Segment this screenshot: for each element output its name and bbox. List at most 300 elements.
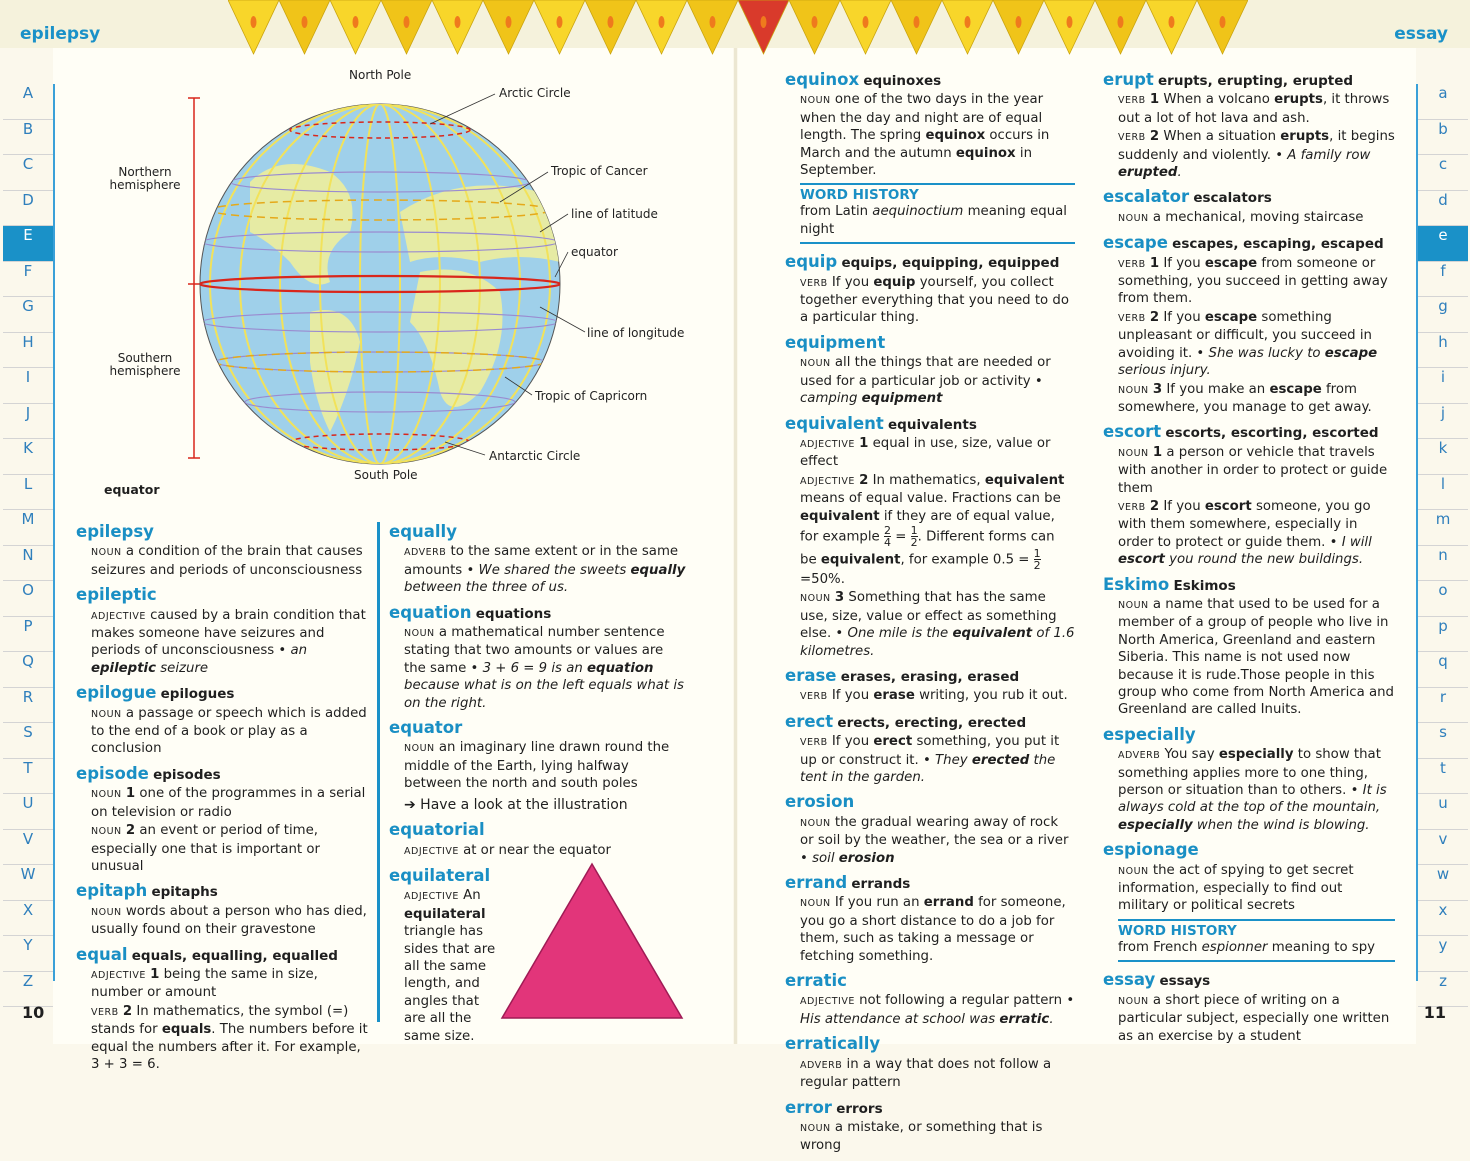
part-of-speech: ADJECTIVE bbox=[800, 996, 855, 1008]
column-right-1 bbox=[785, 70, 1075, 1161]
entry-equinox bbox=[785, 70, 1075, 244]
label-tropic-of-capricorn: Tropic of Capricorn bbox=[535, 389, 648, 403]
inflections: equinoxes bbox=[863, 73, 942, 89]
alphabet-tab-s[interactable]: S bbox=[3, 723, 53, 759]
example: serious injury. bbox=[1118, 363, 1211, 379]
entry-equator bbox=[389, 718, 689, 814]
definition: When a volcano bbox=[1163, 92, 1270, 108]
part-of-speech: NOUN bbox=[404, 628, 435, 640]
example: One mile is the bbox=[847, 626, 949, 642]
alphabet-tab-c[interactable]: c bbox=[1418, 155, 1468, 191]
headword: equal bbox=[76, 944, 128, 964]
sense-number: 2 bbox=[1149, 498, 1160, 514]
example-keyword: especially bbox=[1118, 817, 1193, 833]
fraction bbox=[911, 525, 918, 548]
headword: equipment bbox=[785, 332, 886, 352]
entry-epilogue bbox=[76, 683, 372, 758]
entry-episode bbox=[76, 764, 372, 875]
definition: the gradual wearing away of rock or soil by the weather, the sea or a river • bbox=[800, 814, 1069, 866]
example: They bbox=[935, 752, 968, 768]
headword: especially bbox=[1103, 724, 1196, 744]
definition: in September. bbox=[800, 145, 1032, 179]
inflections: escorts, escorting, escorted bbox=[1165, 425, 1379, 442]
part-of-speech: NOUN bbox=[800, 593, 831, 605]
definition: something unpleasant or difficult, you succeed in avoiding it. • bbox=[1118, 309, 1372, 361]
entry-errand bbox=[785, 873, 1075, 965]
alphabet-tab-r[interactable]: R bbox=[3, 688, 53, 724]
headword: escort bbox=[1103, 422, 1162, 442]
alphabet-tab-r[interactable]: r bbox=[1418, 688, 1468, 724]
headword: erosion bbox=[785, 792, 855, 812]
inflections: equations bbox=[475, 605, 552, 622]
definition: in a way that does not follow a regular pattern bbox=[800, 1056, 1052, 1091]
keyword: escape bbox=[1204, 309, 1258, 325]
example: seizure bbox=[160, 660, 209, 676]
alphabet-tab-m[interactable]: m bbox=[1418, 510, 1468, 546]
part-of-speech: VERB bbox=[91, 1006, 119, 1018]
part-of-speech: VERB bbox=[1118, 132, 1146, 144]
example-keyword: equation bbox=[587, 660, 654, 676]
sense-number: 2 bbox=[1149, 309, 1160, 325]
entry-erosion bbox=[785, 792, 1075, 867]
definition: , it begins suddenly and violently. • bbox=[1118, 129, 1395, 163]
alphabet-tab-w[interactable]: W bbox=[3, 865, 53, 901]
part-of-speech: VERB bbox=[800, 691, 828, 703]
part-of-speech: VERB bbox=[1118, 312, 1146, 324]
entry-erratically bbox=[785, 1034, 1075, 1091]
alphabet-tab-f[interactable]: F bbox=[3, 262, 53, 298]
part-of-speech: NOUN bbox=[91, 906, 122, 918]
alphabet-tab-q[interactable]: q bbox=[1418, 652, 1468, 688]
sense-number: 2 bbox=[859, 472, 869, 488]
example-keyword: equally bbox=[630, 562, 686, 578]
page-number-right: 11 bbox=[1423, 1003, 1446, 1022]
definition: If you bbox=[1163, 309, 1201, 325]
part-of-speech: ADJECTIVE bbox=[800, 438, 855, 450]
definition: Something that has the same use, size, value or effect as something else. • bbox=[800, 590, 1057, 642]
entry-espionage bbox=[1103, 840, 1395, 962]
fraction-denominator: 4 bbox=[883, 535, 891, 549]
globe-illustration bbox=[100, 62, 700, 502]
part-of-speech: ADVERB bbox=[1118, 750, 1161, 762]
headword: equip bbox=[785, 252, 838, 272]
headword: escalator bbox=[1103, 187, 1190, 207]
alphabet-tab-o[interactable]: O bbox=[3, 581, 53, 617]
part-of-speech: NOUN bbox=[91, 826, 122, 838]
label-arctic-circle: Arctic Circle bbox=[499, 86, 571, 100]
entry-erratic bbox=[785, 971, 1075, 1028]
word-history-text: meaning equal night bbox=[800, 204, 1067, 237]
keyword: equip bbox=[873, 274, 916, 290]
headword: espionage bbox=[1103, 840, 1199, 860]
definition: to show that something applies more to one thing, person or situation than to others. • bbox=[1118, 747, 1381, 799]
inflections: erupts, erupting, erupted bbox=[1158, 73, 1354, 89]
illustration-caption: equator bbox=[104, 482, 160, 497]
entry-erupt bbox=[1103, 70, 1395, 181]
keyword: especially bbox=[1218, 747, 1294, 763]
definition: If you bbox=[831, 734, 870, 750]
definition: at or near the equator bbox=[463, 842, 612, 858]
part-of-speech: ADVERB bbox=[800, 1059, 843, 1071]
definition: a person or vehicle that travels with another in order to protect or guide them bbox=[1118, 444, 1388, 496]
inflections: erects, erecting, erected bbox=[837, 714, 1027, 731]
example-keyword: equivalent bbox=[952, 626, 1033, 642]
definition: someone, you go with them somewhere, especially in order to protect or guide them. • bbox=[1118, 498, 1371, 550]
alphabet-tab-v[interactable]: v bbox=[1418, 830, 1468, 866]
alphabet-tabs-left bbox=[3, 84, 55, 990]
cross-reference[interactable]: ➔ Have a look at the illustration bbox=[404, 796, 628, 813]
word-history-text: meaning to spy bbox=[1271, 939, 1376, 955]
part-of-speech: NOUN bbox=[800, 95, 831, 107]
guide-word-right: essay bbox=[1394, 24, 1448, 44]
inflections: equals, equalling, equalled bbox=[131, 947, 338, 964]
headword: equilateral bbox=[389, 865, 491, 885]
part-of-speech: NOUN bbox=[91, 547, 122, 559]
sense-number: 3 bbox=[1152, 381, 1163, 397]
headword: Eskimo bbox=[1103, 574, 1170, 594]
word-history-box bbox=[1118, 919, 1395, 962]
example: I will bbox=[1341, 534, 1372, 550]
inflections: escapes, escaping, escaped bbox=[1172, 236, 1384, 253]
fraction-numerator: 1 bbox=[910, 523, 918, 537]
definition: not following a regular pattern • bbox=[859, 993, 1075, 1009]
alphabet-tab-f[interactable]: f bbox=[1418, 262, 1468, 298]
definition: one of the programmes in a serial on television or radio bbox=[91, 786, 366, 820]
example-keyword: erupted bbox=[1118, 165, 1178, 181]
definition: If you bbox=[831, 688, 870, 704]
fraction bbox=[884, 525, 891, 548]
headword: equinox bbox=[785, 70, 860, 89]
guide-words bbox=[0, 0, 1470, 48]
inflections: errors bbox=[836, 1100, 883, 1117]
part-of-speech: VERB bbox=[1118, 95, 1146, 107]
alphabet-tab-k[interactable]: k bbox=[1418, 439, 1468, 475]
label-antarctic-circle: Antarctic Circle bbox=[489, 449, 581, 463]
part-of-speech: ADVERB bbox=[404, 547, 447, 559]
entry-eskimo bbox=[1103, 575, 1395, 719]
definition: triangle has sides that are all the same length, and angles that are all the same size. bbox=[404, 924, 496, 1044]
example-keyword: escape bbox=[1324, 345, 1378, 361]
fraction-denominator: 2 bbox=[910, 535, 918, 549]
keyword: escape bbox=[1204, 255, 1258, 271]
definition: words about a person who has died, usually found on their gravestone bbox=[91, 903, 367, 938]
inflections: errands bbox=[851, 876, 911, 893]
headword: epilogue bbox=[76, 683, 157, 703]
definition: yourself, you collect together everything that you need to do a particular thing. bbox=[800, 274, 1069, 326]
part-of-speech: NOUN bbox=[800, 1122, 831, 1134]
definition: , for example 0.5 = bbox=[900, 552, 1030, 568]
globe-svg bbox=[100, 62, 700, 502]
alphabet-tab-m[interactable]: M bbox=[3, 510, 53, 546]
part-of-speech: NOUN bbox=[1118, 447, 1149, 459]
sense-number: 1 bbox=[1152, 444, 1163, 460]
entry-equation bbox=[389, 603, 689, 712]
definition: equal in use, size, value or effect bbox=[800, 435, 1051, 470]
label-tropic-of-cancer: Tropic of Cancer bbox=[551, 164, 648, 178]
inflections: erases, erasing, erased bbox=[840, 668, 1020, 685]
part-of-speech: NOUN bbox=[91, 789, 122, 801]
part-of-speech: VERB bbox=[800, 277, 828, 289]
alphabet-tab-s[interactable]: s bbox=[1418, 723, 1468, 759]
headword: erratically bbox=[785, 1034, 881, 1054]
headword: erect bbox=[785, 711, 834, 731]
keyword: erase bbox=[873, 688, 915, 704]
definition: something, you put it up or construct it. • bbox=[800, 734, 1060, 768]
entry-epileptic bbox=[76, 585, 372, 677]
entry-equivalent bbox=[785, 414, 1075, 660]
alphabet-tab-g[interactable]: G bbox=[3, 297, 53, 333]
definition: In mathematics, bbox=[872, 472, 981, 488]
headword: equatorial bbox=[389, 820, 485, 840]
definition: a mechanical, moving staircase bbox=[1152, 209, 1364, 225]
label-north-pole: North Pole bbox=[349, 68, 412, 82]
definition: an imaginary line drawn round the middle of the Earth, lying halfway between the north and south poles bbox=[404, 740, 670, 792]
definition: from somewhere, you manage to get away. bbox=[1118, 381, 1372, 415]
fraction-numerator: 2 bbox=[883, 523, 891, 537]
inflections: escalators bbox=[1193, 190, 1272, 207]
definition: a name that used to be used for a member of a group of people who live in North America, Greenland and eastern Siberia. This name is not used now because it is rude.Those people in this group who come from North America and Greenland are called Inuits. bbox=[1118, 596, 1394, 718]
example: when the wind is blowing. bbox=[1196, 817, 1370, 833]
definition: . Different forms can be bbox=[800, 529, 1055, 568]
entry-equatorial bbox=[389, 820, 689, 860]
part-of-speech: NOUN bbox=[800, 358, 831, 370]
example-keyword: equipment bbox=[861, 391, 943, 407]
alphabet-tab-i[interactable]: I bbox=[3, 368, 53, 404]
alphabet-tab-i[interactable]: i bbox=[1418, 368, 1468, 404]
definition: If you bbox=[831, 274, 870, 290]
example: between the three of us. bbox=[404, 580, 569, 596]
alphabet-tab-z[interactable]: Z bbox=[3, 972, 53, 1008]
inflections: episodes bbox=[153, 766, 221, 783]
alphabet-tab-j[interactable]: j bbox=[1418, 404, 1468, 440]
definition: caused by a brain condition that makes someone have seizures and periods of unconsciousness • bbox=[91, 607, 366, 659]
alphabet-tab-q[interactable]: Q bbox=[3, 652, 53, 688]
example: soil bbox=[812, 850, 835, 866]
definition: being the same in size, number or amount bbox=[91, 966, 318, 1001]
part-of-speech: NOUN bbox=[1118, 384, 1149, 396]
alphabet-tab-c[interactable]: C bbox=[3, 155, 53, 191]
fraction-denominator: 2 bbox=[1033, 558, 1041, 572]
equilateral-triangle-illustration bbox=[500, 862, 684, 1020]
keyword: erupts bbox=[1274, 92, 1323, 108]
alphabet-tab-p[interactable]: p bbox=[1418, 617, 1468, 653]
example: an bbox=[290, 643, 308, 659]
part-of-speech: NOUN bbox=[1118, 865, 1149, 877]
word-history-title: WORD HISTORY bbox=[800, 187, 919, 204]
alphabet-tab-e[interactable]: E bbox=[3, 226, 53, 262]
alphabet-tabs-right bbox=[1416, 84, 1468, 990]
entry-escort bbox=[1103, 422, 1395, 568]
headword: epileptic bbox=[76, 585, 157, 605]
definition: to the same extent or in the same amounts • bbox=[404, 544, 679, 578]
example-keyword: erected bbox=[971, 752, 1030, 768]
alphabet-tab-n[interactable]: N bbox=[3, 546, 53, 582]
headword: epilepsy bbox=[76, 522, 154, 541]
example: camping bbox=[800, 391, 858, 407]
keyword: equivalent bbox=[800, 508, 880, 524]
alphabet-tab-l[interactable]: l bbox=[1418, 475, 1468, 511]
alphabet-tab-a[interactable]: A bbox=[3, 84, 53, 120]
alphabet-tab-d[interactable]: D bbox=[3, 191, 53, 227]
example: . bbox=[1177, 165, 1182, 181]
alphabet-tab-w[interactable]: w bbox=[1418, 865, 1468, 901]
label-southern-hemisphere: Southern hemisphere bbox=[109, 351, 181, 378]
part-of-speech: VERB bbox=[800, 737, 828, 749]
headword: erase bbox=[785, 665, 837, 685]
inflections: epitaphs bbox=[151, 884, 218, 901]
definition: If you make an bbox=[1166, 381, 1266, 397]
sense-number: 1 bbox=[1149, 92, 1160, 108]
definition: if they are of equal value, for example bbox=[800, 508, 1055, 545]
alphabet-tab-p[interactable]: P bbox=[3, 617, 53, 653]
word-history-text: from Latin bbox=[800, 204, 869, 220]
alphabet-tab-z[interactable]: z bbox=[1418, 972, 1468, 1008]
entry-equip bbox=[785, 252, 1075, 327]
part-of-speech: NOUN bbox=[1118, 995, 1149, 1007]
label-line-of-longitude: line of longitude bbox=[587, 326, 685, 340]
keyword: equilateral bbox=[404, 906, 486, 922]
example: . bbox=[1049, 1011, 1054, 1027]
headword: erupt bbox=[1103, 70, 1154, 89]
entry-equipment bbox=[785, 333, 1075, 408]
keyword: equivalent bbox=[820, 552, 901, 568]
headword: equivalent bbox=[785, 413, 884, 433]
part-of-speech: VERB bbox=[1118, 258, 1146, 270]
alphabet-tab-a[interactable]: a bbox=[1418, 84, 1468, 120]
entry-erase bbox=[785, 666, 1075, 706]
entry-escape bbox=[1103, 233, 1395, 416]
alphabet-tab-v[interactable]: V bbox=[3, 830, 53, 866]
word-history-title: WORD HISTORY bbox=[1118, 922, 1237, 939]
definition: all the things that are needed or used for a particular job or activity • bbox=[800, 355, 1051, 389]
alphabet-tab-e[interactable]: e bbox=[1418, 226, 1468, 262]
part-of-speech: NOUN bbox=[404, 743, 435, 755]
part-of-speech: NOUN bbox=[91, 708, 122, 720]
label-northern-hemisphere: Northern hemisphere bbox=[109, 165, 181, 192]
word-history-box bbox=[800, 183, 1075, 244]
triangle-shape bbox=[502, 864, 682, 1018]
example: of 1.6 kilometres. bbox=[800, 626, 1075, 659]
alphabet-tab-y[interactable]: Y bbox=[3, 936, 53, 972]
headword: equally bbox=[389, 522, 457, 541]
definition: a mathematical number sentence stating that two amounts or values are the same • bbox=[404, 625, 665, 676]
headword: essay bbox=[1103, 970, 1156, 990]
entry-erect bbox=[785, 712, 1075, 787]
definition: a condition of the brain that causes seizures and periods of unconsciousness bbox=[91, 544, 363, 578]
label-south-pole: South Pole bbox=[354, 468, 418, 482]
headword: errand bbox=[785, 873, 848, 893]
definition: =50%. bbox=[800, 571, 845, 587]
headword: episode bbox=[76, 763, 149, 783]
keyword: equivalent bbox=[984, 472, 1065, 488]
entry-equally bbox=[389, 522, 689, 597]
page-number-left: 10 bbox=[22, 1003, 45, 1022]
alphabet-tab-h[interactable]: h bbox=[1418, 333, 1468, 369]
definition: When a situation bbox=[1163, 129, 1277, 145]
example-keyword: erratic bbox=[999, 1011, 1050, 1027]
example: We shared the sweets bbox=[478, 562, 627, 578]
alphabet-tab-x[interactable]: x bbox=[1418, 901, 1468, 937]
part-of-speech: NOUN bbox=[1118, 212, 1149, 224]
definition: a mistake, or something that is wrong bbox=[800, 1119, 1043, 1154]
part-of-speech: ADJECTIVE bbox=[404, 845, 459, 857]
word-history-origin: aequinoctium bbox=[872, 204, 964, 220]
sense-number: 1 bbox=[859, 435, 869, 451]
keyword: equinox bbox=[925, 128, 986, 144]
definition: one of the two days in the year when the day and night are of equal length. The spring bbox=[800, 92, 1044, 144]
entry-epitaph bbox=[76, 881, 372, 938]
sense-number: 2 bbox=[125, 823, 136, 839]
part-of-speech: VERB bbox=[1118, 501, 1146, 513]
definition: a passage or speech which is added to the end of a book or play as a conclusion bbox=[91, 705, 367, 757]
example-keyword: escort bbox=[1118, 552, 1165, 568]
sense-number: 1 bbox=[125, 786, 136, 802]
headword: erratic bbox=[785, 971, 847, 991]
alphabet-tab-t[interactable]: t bbox=[1418, 759, 1468, 795]
alphabet-tab-u[interactable]: U bbox=[3, 794, 53, 830]
inflections: equivalents bbox=[888, 416, 977, 433]
alphabet-tab-b[interactable]: B bbox=[3, 120, 53, 156]
sense-number: 1 bbox=[150, 966, 160, 982]
definition: An bbox=[463, 888, 481, 904]
definition: You say bbox=[1164, 747, 1215, 763]
example: 3 + 6 = 9 is an bbox=[482, 660, 583, 676]
keyword: escape bbox=[1269, 381, 1322, 397]
inflections: Eskimos bbox=[1173, 577, 1236, 594]
equals-sign: = bbox=[895, 529, 907, 545]
definition: , it throws out a lot of hot lava and ash. bbox=[1118, 92, 1390, 126]
keyword: errand bbox=[923, 895, 974, 911]
inflections: epilogues bbox=[160, 686, 235, 703]
part-of-speech: ADJECTIVE bbox=[91, 969, 146, 981]
headword: epitaph bbox=[76, 881, 148, 901]
alphabet-tab-u[interactable]: u bbox=[1418, 794, 1468, 830]
entry-equal bbox=[76, 945, 372, 1074]
example: A family row bbox=[1287, 147, 1371, 163]
alphabet-tab-b[interactable]: b bbox=[1418, 120, 1468, 156]
alphabet-tab-t[interactable]: T bbox=[3, 759, 53, 795]
label-equator: equator bbox=[571, 245, 618, 259]
example: the tent in the garden. bbox=[800, 752, 1056, 785]
book-spine bbox=[734, 48, 737, 1044]
keyword: escort bbox=[1204, 498, 1252, 514]
inflections: essays bbox=[1159, 973, 1211, 990]
alphabet-tab-y[interactable]: y bbox=[1418, 936, 1468, 972]
definition: In mathematics, the symbol (=) stands for bbox=[91, 1003, 349, 1038]
sense-number: 3 bbox=[834, 590, 845, 606]
definition: If you bbox=[1163, 498, 1201, 514]
alphabet-tab-d[interactable]: d bbox=[1418, 191, 1468, 227]
alphabet-tab-j[interactable]: J bbox=[3, 404, 53, 440]
sense-number: 2 bbox=[1149, 129, 1160, 145]
keyword: erupts bbox=[1280, 129, 1330, 145]
entry-error bbox=[785, 1098, 1075, 1155]
entry-epilepsy bbox=[76, 522, 372, 579]
alphabet-tab-k[interactable]: K bbox=[3, 439, 53, 475]
alphabet-tab-l[interactable]: L bbox=[3, 475, 53, 511]
alphabet-tab-o[interactable]: o bbox=[1418, 581, 1468, 617]
example: It is always cold at the top of the mountain, bbox=[1118, 783, 1387, 816]
sense-number: 2 bbox=[122, 1003, 133, 1019]
headword: equator bbox=[389, 718, 463, 738]
alphabet-tab-h[interactable]: H bbox=[3, 333, 53, 369]
definition: occurs in March and the autumn bbox=[800, 128, 1050, 161]
alphabet-tab-x[interactable]: X bbox=[3, 901, 53, 937]
alphabet-tab-n[interactable]: n bbox=[1418, 546, 1468, 582]
entry-escalator bbox=[1103, 187, 1395, 227]
definition: If you bbox=[1163, 255, 1201, 271]
alphabet-tab-g[interactable]: g bbox=[1418, 297, 1468, 333]
